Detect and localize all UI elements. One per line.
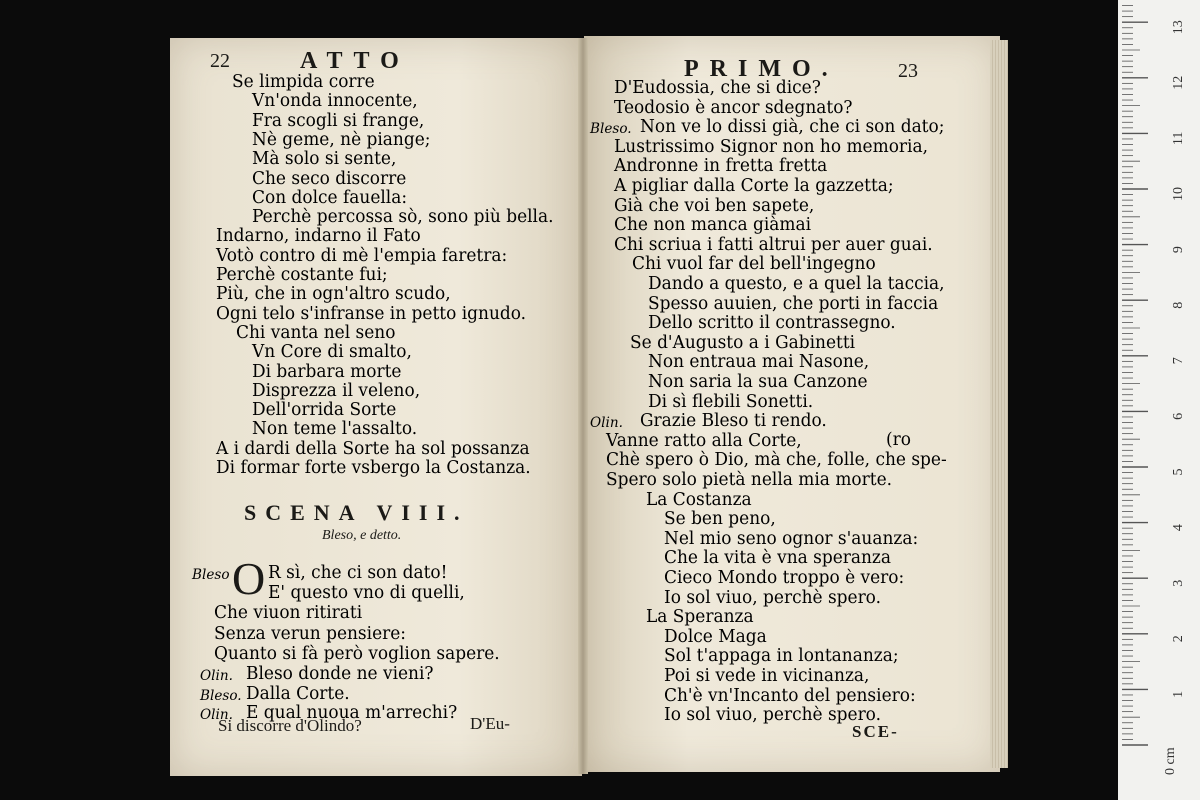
speaker-label: Bleso	[192, 567, 230, 583]
speaker-label: Olin.	[590, 415, 623, 432]
text-line: Non saria la sua Canzone	[648, 372, 868, 392]
text-line: Che non manca giàmai	[614, 215, 812, 236]
text-line: Non entraua mai Nasone,	[648, 352, 870, 373]
text-line: Grazie Bleso ti rendo.	[640, 411, 827, 432]
text-line: Spero solo pietà nella mia morte.	[606, 470, 893, 490]
text-line: Se limpida corre	[232, 72, 375, 92]
text-line: Se d'Augusto a i Gabinetti	[630, 332, 856, 353]
catchword-right: SCE-	[852, 722, 899, 741]
text-line: Nel mio seno ognor s'auanza:	[664, 528, 919, 549]
speaker-label: Olin.	[200, 707, 233, 723]
text-line: Si discorre d'Olindo?	[218, 716, 362, 735]
text-line: Mà solo si sente,	[252, 149, 397, 170]
text-line: Non teme l'assalto.	[252, 419, 418, 440]
text-line: Io sol viuo, perchè spero.	[664, 705, 882, 726]
text-line: A pigliar dalla Corte la gazzetta;	[614, 176, 894, 196]
text-line: Vn Core di smalto,	[252, 342, 412, 363]
text-line: Perchè costante fui;	[216, 265, 388, 285]
ruler-number: 4	[1171, 524, 1186, 532]
running-head-right: PRIMO.	[684, 56, 839, 82]
text-line: Ch'è vn'Incanto del pensiero:	[664, 685, 916, 706]
ruler-number: 6	[1171, 412, 1186, 420]
page-number-left: 22	[210, 50, 230, 72]
ruler-number: 10	[1171, 187, 1186, 201]
text-line: A i dardi della Sorte ha sol possanza	[216, 438, 530, 459]
text-line: Dalla Corte.	[246, 683, 350, 704]
text-line: Indarno, indarno il Fato	[216, 226, 421, 247]
text-line: Andronne in fretta fretta	[614, 156, 828, 177]
text-line: E qual nuoua m'arrechi?	[246, 703, 458, 723]
ruler-number: 9	[1171, 246, 1186, 254]
text-line: Poi si vede in vicinanza,	[664, 666, 870, 686]
text-line: Che viuon ritirati	[214, 603, 363, 623]
page-edges	[990, 40, 1008, 768]
text-line: Ogni telo s'infranse in petto ignudo.	[216, 303, 527, 324]
speaker-label: Bleso.	[590, 121, 632, 138]
text-line: Sol t'appaga in lontananza;	[664, 646, 899, 667]
ruler-unit-label: 0 cm	[1163, 747, 1178, 775]
text-line: Disprezza il veleno,	[252, 380, 421, 401]
speaker-label: Bleso.	[200, 687, 242, 704]
text-line: Che seco discorre	[252, 168, 407, 189]
text-line: Di formar forte vsbergo la Costanza.	[216, 458, 531, 478]
ruler-number: 2	[1171, 635, 1186, 643]
text-line: Di barbara morte	[252, 361, 402, 382]
text-line: Spesso auuien, che porti in faccia	[648, 293, 939, 314]
scene-subtitle: Bleso, e detto.	[322, 528, 402, 543]
text-line: Quanto si fà però voglion sapere.	[214, 644, 500, 664]
drop-capital: O	[232, 553, 266, 604]
text-line: Più, che in ogn'altro scudo,	[216, 284, 451, 305]
ruler-number: 1	[1171, 690, 1186, 698]
ruler-number: 13	[1171, 20, 1186, 35]
text-line: D'Eudossia, che si dice?	[614, 78, 821, 98]
text-line: E' questo vno di quelli,	[268, 583, 465, 603]
running-head-left: ATTO	[300, 48, 410, 74]
text-line: Bleso donde ne vieni?	[246, 664, 434, 684]
text-line: Dello scritto il contrassegno.	[648, 313, 896, 334]
text-line: Con dolce fauella:	[252, 187, 408, 208]
text-line: Chè spero ò Dio, mà che, folle, che spe-	[606, 450, 947, 471]
ruler-number: 3	[1171, 579, 1186, 587]
text-line: Dando a questo, e a quel la taccia,	[648, 274, 945, 294]
text-line: Vn'onda innocente,	[252, 91, 418, 112]
ruler-number: 7	[1171, 357, 1186, 365]
ruler-number: 12	[1171, 75, 1186, 90]
ruler-scale	[1118, 0, 1200, 800]
text-line: Io sol viuo, perchè spero.	[664, 587, 882, 608]
text-line: Chi scriua i fatti altrui per auer guai.	[614, 234, 933, 255]
text-line: Perchè percossa sò, sono più bella.	[252, 207, 554, 228]
ruler-number: 8	[1171, 301, 1186, 309]
text-line: Teodosio è ancor sdegnato?	[614, 97, 853, 118]
text-line: Che la vita è vna speranza	[664, 548, 892, 569]
measurement-ruler	[1118, 0, 1200, 800]
text-line: Chi vanta nel seno	[236, 322, 396, 343]
text-line: R sì, che ci son dato!	[268, 563, 448, 583]
text-line: Senza verun pensiere:	[214, 623, 406, 644]
book-gutter	[578, 38, 588, 774]
text-line: Non ve lo dissi già, che ci son dato;	[640, 117, 945, 138]
margin-note: (ro	[886, 430, 911, 450]
text-line: Già che voi ben sapete,	[614, 195, 815, 216]
ruler-number: 5	[1171, 468, 1186, 476]
text-line: Se ben peno,	[664, 509, 776, 530]
text-line: La Costanza	[646, 489, 752, 510]
text-line: Votò contro di mè l'empia faretra:	[216, 245, 508, 266]
catchword-left: D'Eu-	[470, 714, 510, 733]
ruler-number: 11	[1171, 131, 1186, 146]
text-line: Chi vuol far del bell'ingegno	[632, 254, 876, 275]
text-line: Nè geme, nè piange;	[252, 129, 431, 150]
text-line: La Speranza	[646, 607, 754, 628]
page-number-right: 23	[898, 60, 918, 82]
text-line: Vanne ratto alla Corte,	[606, 430, 802, 451]
text-line: Dell'orrida Sorte	[252, 400, 397, 421]
text-line: Fra scogli si frange,	[252, 110, 425, 131]
text-line: Lustrissimo Signor non ho memoria,	[614, 136, 928, 157]
text-line: Cieco Mondo troppo è vero:	[664, 568, 905, 588]
text-line: Di sì flebili Sonetti.	[648, 391, 814, 412]
scene-title: SCENA VIII.	[244, 500, 469, 525]
speaker-label: Olin.	[200, 668, 233, 684]
text-line: Dolce Maga	[664, 626, 767, 647]
